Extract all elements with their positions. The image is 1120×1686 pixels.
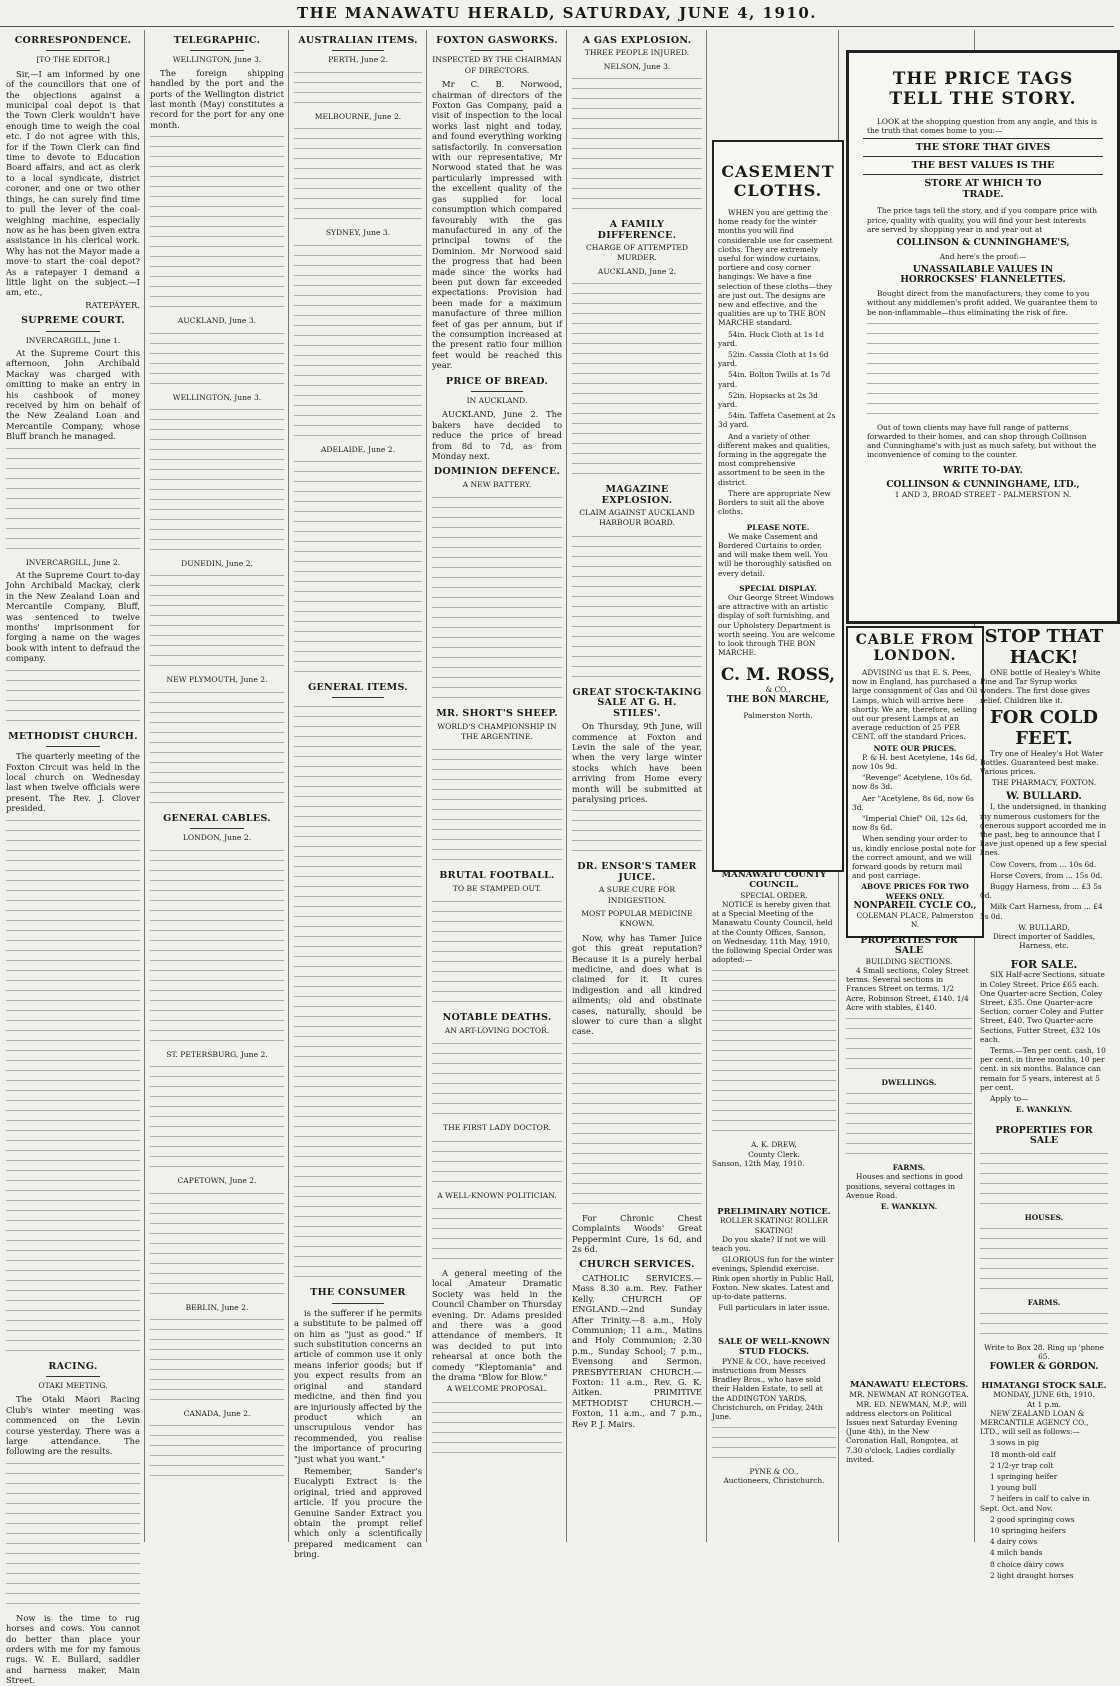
advert-title: CABLE FROM bbox=[855, 632, 975, 648]
properties-for-sale-advert bbox=[980, 1126, 1108, 1376]
column-3 bbox=[294, 30, 422, 1560]
price-item: 54in. Bolton Twills at 1s 7d yard. bbox=[718, 370, 831, 389]
firm-name: COLLINSON & CUNNINGHAME, LTD., bbox=[886, 479, 1080, 490]
text-continuation bbox=[846, 1014, 972, 1074]
section-heading: DOMINION DEFENCE. bbox=[433, 466, 561, 478]
properties-for-sale-advert bbox=[846, 936, 972, 1276]
firm-name: C. M. ROSS, bbox=[720, 665, 836, 686]
advert-text: We make Casement and Bordered Curtains to order, and will make them well. You will be thoroughly satisfied on every detail. bbox=[718, 531, 832, 578]
stock-item: 7 heifers in calf to calve in Sept. Oct. and Nov. bbox=[980, 1494, 1090, 1513]
price-item: "Revenge" Acetylene, 10s 6d, now 8s 3d. bbox=[852, 773, 973, 792]
dateline: AUCKLAND, June 2. bbox=[597, 266, 677, 276]
section-heading: A FAMILY DIFFERENCE. bbox=[597, 219, 677, 241]
advert-title: MANAWATU COUNTY COUNCIL. bbox=[721, 870, 827, 891]
firm-name: THE PHARMACY, FOXTON. bbox=[991, 778, 1097, 788]
article-text: Mr C. B. Norwood, chairman of directors of the Foxton Gas Company, paid a visit of inspection to the local works last night and today, and found everything working satisfactorily. In conversation with our representative, Mr Norwood stated that he was particularly impressed with the excellent quality of the gas supplied for local consumption which compared favourably with the gas manufactured in any of the principal towns of the Dominion. Mr Norwood said the progress that had been made since the works had been put down far exceeded expectations. Provision had been made for a maximum manufacture of three million feet of gas per annum, but if the consumption increased at the present ratio four million feet would be reached this year. bbox=[432, 79, 562, 371]
text-continuation bbox=[572, 74, 702, 214]
section-heading: DR. ENSOR'S TAMER JUICE. bbox=[577, 861, 697, 883]
subheading: A SURE CURE FOR INDIGESTION. bbox=[598, 885, 676, 905]
advert-text: SIX Half-acre Sections, situate in Coley Street. Price £65 each. One Quarter-acre Section, Coley Street, £35. One Quarter-acre Section, corner Coley and Futter Street, £40. Two Quarter-acre Sections, Futter Street, £32 10s each. bbox=[980, 970, 1105, 1044]
section-heading: A GAS EXPLOSION. bbox=[582, 35, 692, 46]
advert-title: STOP THAT bbox=[984, 626, 1104, 647]
advert-text: Write to Box 28. Ring up 'phone 65. bbox=[984, 1343, 1104, 1362]
column-5 bbox=[572, 30, 702, 1542]
for-sale-advert bbox=[980, 960, 1108, 1120]
subheading: A WELCOME PROPOSAL. bbox=[446, 1384, 548, 1394]
advert-banner: THE STORE THAT GIVES bbox=[915, 142, 1051, 154]
section-heading: PRICE OF BREAD. bbox=[445, 375, 549, 387]
text-continuation bbox=[432, 1137, 562, 1187]
advert-subheading: MR. NEWMAN AT RONGOTEA. bbox=[849, 1390, 969, 1400]
column-rule bbox=[426, 30, 427, 1542]
text-continuation bbox=[294, 124, 422, 224]
article-text: The foreign shipping handled by the port and the ports of the Wellington district last month (May) constitutes a record for the port for any one month. bbox=[150, 67, 284, 130]
section-heading: FOXTON GASWORKS. bbox=[436, 35, 558, 46]
divider bbox=[46, 746, 100, 747]
article-text: CATHOLIC SERVICES.—Mass 8.30 a.m. Rev. Father Kelly. CHURCH OF ENGLAND.—2nd Sunday After Trinity.—8 a.m., Holy Communion; 11 a.m., Matins and Holy Communion; 2.30 p.m., Sunday School; 7 p.m., Evensong and Sermon. PRESBYTERIAN CHURCH.—Foxton: 11 a.m., Rev. G. K. Aitken. PRIMITIVE METHODIST CHURCH.—Foxton, 11 a.m., and 7 p.m., Rev P. J. Mairs. bbox=[572, 1272, 702, 1429]
advert-text: There are appropriate New Borders to suit all the above cloths. bbox=[718, 488, 831, 517]
divider bbox=[46, 331, 100, 332]
subheading: A NEW BATTERY. bbox=[462, 479, 532, 489]
text-continuation bbox=[980, 1224, 1108, 1294]
text-continuation bbox=[294, 457, 422, 677]
advert-signature: W. BULLARD, bbox=[1018, 922, 1070, 932]
advert-signature: A. K. DREW, bbox=[751, 1140, 797, 1150]
text-continuation bbox=[150, 329, 284, 389]
advert-banner: TRADE. bbox=[962, 189, 1004, 201]
text-continuation bbox=[432, 1398, 562, 1458]
advert-subheading: ABOVE PRICES FOR TWO WEEKS ONLY. bbox=[861, 882, 969, 901]
dateline: CAPETOWN, June 2. bbox=[177, 1176, 257, 1186]
advert-title: CLOTHS. bbox=[733, 181, 823, 200]
text-continuation bbox=[980, 1149, 1108, 1209]
firm-name: FOWLER & GORDON. bbox=[989, 1361, 1099, 1372]
advert-subheading: SPECIAL DISPLAY. bbox=[739, 583, 817, 593]
advert-text: Full particulars in later issue. bbox=[718, 1303, 830, 1313]
firm-name: COLLINSON & CUNNINGHAME'S, bbox=[896, 238, 1070, 249]
price-list bbox=[980, 860, 1108, 921]
subheading: MOST POPULAR MEDICINE KNOWN. bbox=[581, 908, 693, 929]
advert-signature: County Clerk. bbox=[748, 1149, 800, 1159]
advert-text: Out of town clients may have full range of patterns forwarded to their homes, and can shop through Collinson and Cunninghame's with just as much safety, but without the inconvenience of coming to the counter. bbox=[867, 422, 1097, 460]
section-heading: BRUTAL FOOTBALL. bbox=[439, 870, 555, 882]
advert-text: Remember, Sander's Eucalypti Extract is the original, tried and approved article. If you procure the Genuine Sander Extract you obtain the prompt relief which only a scientifically prepared medicament can bring. bbox=[294, 1465, 422, 1560]
letter-signature: RATEPAYER. bbox=[85, 299, 140, 310]
text-continuation bbox=[572, 806, 702, 856]
advert-banner: STORE AT WHICH TO bbox=[924, 178, 1042, 190]
subheading: THREE PEOPLE INJURED. bbox=[584, 48, 690, 58]
text-continuation bbox=[6, 1459, 140, 1609]
firm-name: E. WANKLYN. bbox=[1015, 1105, 1073, 1115]
letter-header: [TO THE EDITOR.] bbox=[36, 55, 110, 65]
subheading: INSPECTED BY THE CHAIRMAN OF DIRECTORS. bbox=[432, 55, 562, 75]
price-item: 54in. Taffeta Casement at 2s 3d yard. bbox=[718, 411, 836, 430]
price-item: P. & H. best Acetylene, 14s 6d, now 10s 9d. bbox=[852, 752, 978, 772]
advert-text: NEW ZEALAND LOAN & MERCANTILE AGENCY CO., LTD., will sell as follows:— bbox=[980, 1408, 1089, 1437]
section-heading: TELEGRAPHIC. bbox=[173, 35, 261, 46]
dateline: INVERCARGILL, June 2. bbox=[25, 557, 121, 567]
price-list bbox=[852, 753, 978, 833]
text-continuation bbox=[150, 405, 284, 555]
section-heading: GREAT STOCK-TAKING SALE AT G. H. STILES'. bbox=[572, 686, 702, 719]
price-item: 52in. Hopsacks at 2s 3d yard. bbox=[718, 390, 818, 410]
column-rule bbox=[566, 30, 567, 1542]
advert-title: PRELIMINARY NOTICE. bbox=[717, 1206, 831, 1216]
advert-subheading: PLEASE NOTE. bbox=[746, 522, 810, 532]
column-1 bbox=[6, 30, 140, 1686]
advert-text: Our George Street Windows are attractive with an artistic display of soft furnishing, and our Upholstery Department is worth seeing. You are welcome to look through THE BON MARCHE. bbox=[718, 592, 835, 658]
dateline: NEW PLYMOUTH, June 2. bbox=[166, 675, 268, 685]
divider bbox=[863, 156, 1103, 157]
firm-address: COLEMAN PLACE, Palmerston N. bbox=[856, 910, 974, 930]
stock-item: 1 springing heifer bbox=[990, 1472, 1058, 1482]
subheading: CLAIM AGAINST AUCKLAND HARBOUR BOARD. bbox=[579, 508, 695, 528]
advert-title: FOR COLD bbox=[990, 706, 1098, 728]
dateline: MELBOURNE, June 2. bbox=[314, 111, 402, 121]
section-heading: GENERAL ITEMS. bbox=[308, 682, 408, 694]
advert-date: Sanson, 12th May, 1910. bbox=[712, 1158, 805, 1168]
advert-text: 4 Small sections, Coley Street terms. Several sections in Frances Street on terms. 1/2 Acre, Robinson Street, £140. 1/4 Acre with stables, £140. bbox=[846, 966, 969, 1012]
dateline: AUCKLAND, June 3. bbox=[177, 316, 257, 326]
dateline: WELLINGTON, June 3. bbox=[172, 55, 262, 65]
advert-text: And here's the proof:— bbox=[939, 252, 1027, 262]
subheading: WORLD'S CHAMPIONSHIP IN THE ARGENTINE. bbox=[437, 721, 557, 742]
divider bbox=[190, 828, 244, 829]
text-continuation bbox=[432, 745, 562, 865]
advert-banner: THE BEST VALUES IS THE bbox=[911, 160, 1055, 172]
advert-title: PROPERTIES FOR SALE bbox=[860, 935, 958, 957]
section-heading: RACING. bbox=[48, 1360, 98, 1372]
section-heading: GENERAL CABLES. bbox=[163, 812, 271, 824]
divider bbox=[863, 174, 1103, 175]
section-heading: CHURCH SERVICES. bbox=[579, 1259, 695, 1271]
text-continuation bbox=[6, 816, 140, 1356]
subheading: IN AUCKLAND. bbox=[466, 396, 528, 405]
text-continuation bbox=[150, 132, 284, 312]
price-item: Aer "Acetylene, 8s 6d, now 6s 3d. bbox=[852, 793, 974, 812]
subheading: OTAKI MEETING. bbox=[38, 1380, 108, 1390]
advert-text: is the sufferer if he permits a substitute to be palmed off on him as "just as good." If such substitution concerns an article of common use it only means inferior goods; but if you expect results from an original and standard medicine, and then find you are injuriously affected by the product which an unscrupulous vendor has recommended, you realise the importance of procuring "just what you want." bbox=[294, 1307, 422, 1464]
divider bbox=[332, 50, 383, 51]
advert-text: The price tags tell the story, and if you compare price with price, quality with quality, you will find your best interests are served by shopping year in and year out at bbox=[867, 206, 1097, 234]
price-item: 52in. Cassia Cloth at 1s 6d yard. bbox=[718, 350, 829, 369]
advert-text: And a variety of other different makes and qualities, forming in the aggregate the most comprehensive assortment to be seen in the district. bbox=[718, 431, 830, 487]
article-text: For Chronic Chest Complaints Woods' Great Peppermint Cure, 1s 6d, and 2s 6d. bbox=[572, 1212, 702, 1255]
text-continuation bbox=[6, 666, 140, 726]
stop-that-hack-advert bbox=[980, 626, 1108, 786]
subheading: CHARGE OF ATTEMPTED MURDER. bbox=[585, 243, 689, 263]
cable-from-london-advert bbox=[846, 626, 984, 938]
section-heading: MR. SHORT'S SHEEP. bbox=[436, 708, 558, 720]
divider bbox=[863, 138, 1103, 139]
dateline: LONDON, June 2. bbox=[182, 833, 252, 843]
advert-signature: Direct importer of Saddles, Harness, etc. bbox=[992, 932, 1096, 951]
column-rule bbox=[706, 30, 707, 1542]
advert-text: Bought direct from the manufacturers, they come to you without any middlemen's profit added. We guarantee them to be non-inflammable—thus eliminating the risk of fire. bbox=[867, 289, 1098, 317]
electors-notice bbox=[846, 1380, 972, 1540]
dateline: CANADA, June 2. bbox=[183, 1408, 251, 1418]
advert-text: I, the undersigned, in thanking my numerous customers for the generous support accorded me in the past, beg to announce that I have just opened up a few special lines. bbox=[980, 802, 1107, 858]
advert-title: CASEMENT bbox=[721, 162, 835, 181]
stock-item: 2 light draught horses bbox=[990, 1570, 1074, 1580]
text-continuation bbox=[150, 688, 284, 808]
article-text: A general meeting of the local Amateur Dramatic Society was held in the Council Chamber on Thursday evening. Dr. Adams presided and there was a good attendance of members. It was decided to put into rehearsal at once both the comedy "Kleptomania" and the drama "Blow for Blow." bbox=[432, 1267, 562, 1382]
firm-name: NONPAREIL CYCLE CO., bbox=[853, 900, 977, 911]
advert-title: PROPERTIES FOR SALE bbox=[995, 1125, 1093, 1147]
subheading: THE FIRST LADY DOCTOR. bbox=[443, 1123, 551, 1133]
divider bbox=[471, 391, 523, 392]
text-continuation bbox=[572, 1039, 702, 1209]
stock-list bbox=[980, 1438, 1108, 1580]
article-text: The quarterly meeting of the Foxton Circuit was held in the local church on Wednesday last when twelve officials were present. The Rev. J. Clover presided. bbox=[6, 751, 140, 814]
advert-subheading: NOTE OUR PRICES. bbox=[873, 743, 957, 753]
advert-subheading: SPECIAL ORDER. bbox=[740, 890, 808, 900]
stock-item: 1 young bull bbox=[990, 1483, 1037, 1493]
text-continuation bbox=[294, 68, 422, 108]
article-text: On Thursday, 9th June, will commence at Foxton and Levin the sale of the year, when the very large winter stocks which have been arriving from Home every month will be submitted at paralysing prices. bbox=[572, 721, 702, 804]
text-continuation bbox=[432, 1039, 562, 1119]
text-continuation bbox=[867, 319, 1099, 419]
section-heading: SUPREME COURT. bbox=[21, 315, 125, 327]
stock-item: 3 sows in pig bbox=[990, 1438, 1040, 1448]
text-continuation bbox=[432, 1204, 562, 1264]
text-continuation bbox=[432, 897, 562, 1007]
divider bbox=[332, 1303, 383, 1304]
price-item: Cow Covers, from ... 10s 6d. bbox=[990, 859, 1097, 869]
advert-text: Terms.—Ten per cent. cash, 10 per cent. in three months, 10 per cent. in six months. Balance can remain for 5 years, interest at 5 per cent. bbox=[980, 1046, 1106, 1092]
advert-text: MR. ED. NEWMAN, M.P., will address electors on Political Issues next Saturday Evening (June 4th), in the New Coronation Hall, Rongotea, at 7.30 o'clock. Ladies cordially invited. bbox=[846, 1399, 967, 1464]
text-continuation bbox=[846, 1089, 972, 1159]
advert-date: MONDAY, JUNE 6th, 1910. bbox=[993, 1390, 1095, 1400]
advert-text: Houses and sections in good positions, several cottages in Avenue Road. bbox=[846, 1172, 964, 1200]
firm-name: THE BON MARCHE, bbox=[726, 694, 830, 705]
advert-text: WHEN you are getting the home ready for the winter months you will find considerable use for casement cloths. They are extremely useful for window curtains, portiere and cosy corner hangings. We have a fine selection of these cloths—they are just out. The designs are new and effective, and the qualities are up to THE BON MARCHE standard. bbox=[718, 208, 833, 328]
price-item: Milk Cart Harness, from ... £4 5s 0d. bbox=[980, 902, 1103, 921]
price-item: Horse Covers, from ... 15s 0d. bbox=[990, 870, 1103, 880]
price-item: Buggy Harness, from ... £3 5s 0d. bbox=[980, 882, 1102, 901]
advert-signature: PYNE & CO., bbox=[749, 1467, 799, 1477]
advert-subheading: WRITE TO-DAY. bbox=[943, 465, 1023, 476]
text-continuation bbox=[150, 846, 284, 1046]
article-text: AUCKLAND, June 2. The bakers have decided to reduce the price of bread from 8d to 7d, as from Monday next. bbox=[432, 409, 562, 462]
divider bbox=[190, 50, 244, 51]
dateline: PERTH, June 2. bbox=[328, 55, 388, 65]
dateline: WELLINGTON, June 3. bbox=[172, 392, 262, 402]
advert-subheading: FARMS. bbox=[1027, 1298, 1061, 1308]
advert-text: When sending your order to us, kindly enclose postal note for the correct amount, and we will forward goods by return mail and post carriage. bbox=[852, 834, 976, 881]
stock-item: 10 springing heifers bbox=[990, 1526, 1066, 1536]
advert-text: ADVISING us that E. S. Pees, now in England, has purchased a large consignment of Gas and Oil Lamps, which will arrive here shortly. We are, therefore, selling out our present Lamps at an average reduction of 25 PER CENT. off the standard Prices. bbox=[852, 668, 978, 742]
stock-item: 8 choice dairy cows bbox=[990, 1559, 1064, 1569]
section-heading: CORRESPONDENCE. bbox=[14, 35, 132, 46]
text-continuation bbox=[572, 532, 702, 682]
masthead: THE MANAWATU HERALD, SATURDAY, JUNE 4, 1910. bbox=[0, 0, 1114, 27]
advert-title: HACK! bbox=[1009, 647, 1079, 668]
firm-address: 1 AND 3, BROAD STREET - PALMERSTON N. bbox=[894, 489, 1072, 499]
price-item: "Imperial Chief" Oil, 12s 6d, now 8s 6d. bbox=[852, 814, 968, 833]
advert-text: Try one of Healey's Hot Water Bottles. Guaranteed best make. Various prices. bbox=[980, 748, 1104, 777]
advert-title: THE PRICE TAGS bbox=[892, 69, 1074, 89]
article-text: At the Supreme Court to-day John Archibald Mackay, clerk in the New Zealand Loan and Mercantile Company, Bluff, was sentenced to twelve months' imprisonment for forging a name on the wages book with intent to defraud the company. bbox=[6, 570, 140, 664]
advert-subheading: FARMS. bbox=[892, 1163, 926, 1173]
text-continuation bbox=[150, 1062, 284, 1172]
text-continuation bbox=[980, 1309, 1108, 1339]
letter-body: Sir,—I am informed by one of the councillors that one of the objections against a municipal coal depot is that the Town Clerk wouldn't have enough time to weigh the coal etc. I do not agree with this, for if the Town Clerk can find time to devote to Education Board affairs, and act as clerk to a local syndicate, district coroner, and one or two other things, he can surely find time to pull the lever of the coal-weighing machine, especially now as he has been given extra assistance in his clerical work. Why has not the Mayor made a move to start the coal depot? As a ratepayer I demand a little light on the subject.—I am, etc., bbox=[6, 68, 140, 298]
advert-text: LOOK at the shopping question from any angle, and this is the truth that comes home to you:— bbox=[867, 117, 1098, 136]
advert-subheading: HOUSES. bbox=[1024, 1212, 1064, 1222]
subheading: TO BE STAMPED OUT. bbox=[452, 883, 542, 893]
advert-text: Do you skate? If not we will teach you. bbox=[712, 1234, 826, 1254]
text-continuation bbox=[432, 493, 562, 703]
advert-text: PYNE & CO., have received instructions from Messrs Bradley Bros., who have sold their Halden Estate, to sell at the ADDINGTON YARDS, Christchurch, on Friday, 24th June. bbox=[712, 1356, 826, 1422]
column-2 bbox=[150, 30, 284, 1542]
casement-cloths-advert bbox=[712, 140, 844, 872]
price-item: 54in. Huck Cloth at 1s 1d yard. bbox=[718, 329, 824, 348]
stock-item: 18 month-old calf bbox=[990, 1449, 1056, 1459]
text-continuation bbox=[150, 1189, 284, 1299]
article-text: At the Supreme Court this afternoon, John Archibald Mackay was charged with omitting to make an entry in his cashbook of money received by him on behalf of the New Zealand Loan and Mercantile Company, whose Bluff branch he managed. bbox=[6, 347, 140, 442]
section-heading: METHODIST CHURCH. bbox=[8, 730, 138, 742]
advert-text: Now is the time to rug horses and cows. You cannot do better than place your orders with me for my famous rugs. W. E. Bullard, saddler and harness maker, Main Street. bbox=[6, 1612, 140, 1686]
advert-text: ONE bottle of Healey's White Pine and Tar Syrup works wonders. The first dose gives relief. Children like it. bbox=[980, 668, 1101, 705]
dateline: BERLIN, June 2. bbox=[185, 1302, 249, 1312]
bullard-advert bbox=[980, 792, 1108, 952]
column-rule bbox=[144, 30, 145, 1542]
advert-title: MANAWATU ELECTORS. bbox=[849, 1380, 969, 1390]
section-heading: AUSTRALIAN ITEMS. bbox=[298, 35, 418, 46]
stud-flocks-notice bbox=[712, 1336, 836, 1486]
advert-title: FOR SALE. bbox=[1010, 958, 1078, 971]
article-text: The Otaki Maori Racing Club's winter meeting was commenced on the Levin course yesterday. There was a large attendance. The following are the results. bbox=[6, 1394, 140, 1457]
text-continuation bbox=[294, 702, 422, 1282]
advert-time: At 1 p.m. bbox=[1026, 1399, 1061, 1409]
section-heading: MAGAZINE EXPLOSION. bbox=[601, 484, 673, 506]
stock-item: 2 good springing cows bbox=[990, 1514, 1075, 1524]
dateline: DUNEDIN, June 2. bbox=[181, 559, 253, 569]
firm-name: E. WANKLYN. bbox=[880, 1202, 938, 1212]
price-tags-advert bbox=[846, 50, 1120, 624]
stock-item: 4 milch bands bbox=[990, 1548, 1043, 1558]
divider bbox=[46, 1376, 100, 1377]
subheading: A WELL-KNOWN POLITICIAN. bbox=[437, 1190, 557, 1200]
dateline: SYDNEY, June 3. bbox=[325, 228, 391, 238]
advert-subheading: DWELLINGS. bbox=[881, 1078, 937, 1088]
section-heading: THE CONSUMER bbox=[310, 1287, 406, 1299]
divider bbox=[46, 50, 100, 51]
advert-title: SALE OF WELL-KNOWN STUD FLOCKS. bbox=[718, 1336, 830, 1357]
text-continuation bbox=[572, 279, 702, 479]
stock-item: 4 dairy cows bbox=[990, 1537, 1038, 1547]
column-rule bbox=[288, 30, 289, 1542]
text-continuation bbox=[150, 1421, 284, 1481]
dateline: ADELAIDE, June 2. bbox=[320, 444, 396, 454]
stock-item: 2 1/2-yr trap colt bbox=[990, 1460, 1054, 1470]
advert-title: HIMATANGI STOCK SALE. bbox=[981, 1380, 1107, 1390]
himatangi-stock-sale-advert bbox=[980, 1380, 1108, 1580]
advert-text: Apply to— bbox=[990, 1094, 1029, 1104]
advert-text: NOTICE is hereby given that at a Special Meeting of the Manawatu County Council, held at the County Offices, Sanson, on Wednesday, 11th May, 1910, the following Special Order was adopted:— bbox=[712, 900, 833, 965]
text-continuation bbox=[294, 241, 422, 441]
advert-title: W. BULLARD. bbox=[1006, 791, 1082, 802]
dateline: NELSON, June 3. bbox=[603, 61, 671, 71]
subheading: AN ART-LOVING DOCTOR. bbox=[444, 1025, 550, 1035]
divider bbox=[471, 50, 523, 51]
advert-title: FEET. bbox=[1015, 727, 1073, 749]
article-text: Now, why has Tamer Juice got this great reputation? Because it is a purely herbal medicine, and does what is claimed for it. It cures indigestion and all kindred ailments; old and obstinate cases, naturally, should be slower to cure than a slight case. bbox=[572, 932, 702, 1037]
text-continuation bbox=[712, 1423, 836, 1463]
advert-title: LONDON. bbox=[873, 648, 957, 664]
text-continuation bbox=[712, 966, 836, 1136]
text-continuation bbox=[150, 571, 284, 671]
text-continuation bbox=[150, 1315, 284, 1405]
firm-address: Palmerston North. bbox=[743, 710, 813, 720]
advert-subheading: HORROCKSES' FLANNELETTES. bbox=[900, 275, 1066, 286]
price-list bbox=[718, 330, 838, 430]
county-council-notice bbox=[712, 870, 836, 1200]
divider bbox=[332, 697, 383, 698]
advert-subheading: ROLLER SKATING! ROLLER SKATING! bbox=[720, 1216, 828, 1235]
text-continuation bbox=[6, 444, 140, 554]
dateline: INVERCARGILL, June 1. bbox=[25, 335, 121, 345]
advert-signature: Auctioneers, Christchurch. bbox=[723, 1476, 825, 1486]
advert-subheading: BUILDING SECTIONS. bbox=[865, 956, 953, 966]
firm-name: & CO., bbox=[765, 685, 791, 695]
advert-text: GLORIOUS fun for the winter evenings. Splendid exercise. Rink open shortly in Public Hall, Foxton. New skates. Latest and up-to-date patterns. bbox=[712, 1255, 834, 1302]
advert-subheading: UNASSAILABLE VALUES IN bbox=[912, 265, 1054, 276]
section-heading: NOTABLE DEATHS. bbox=[442, 1012, 552, 1024]
roller-skating-notice bbox=[712, 1206, 836, 1326]
advert-title: TELL THE STORY. bbox=[889, 89, 1077, 109]
column-4 bbox=[432, 30, 562, 1542]
dateline: ST. PETERSBURG, June 2. bbox=[166, 1049, 268, 1059]
